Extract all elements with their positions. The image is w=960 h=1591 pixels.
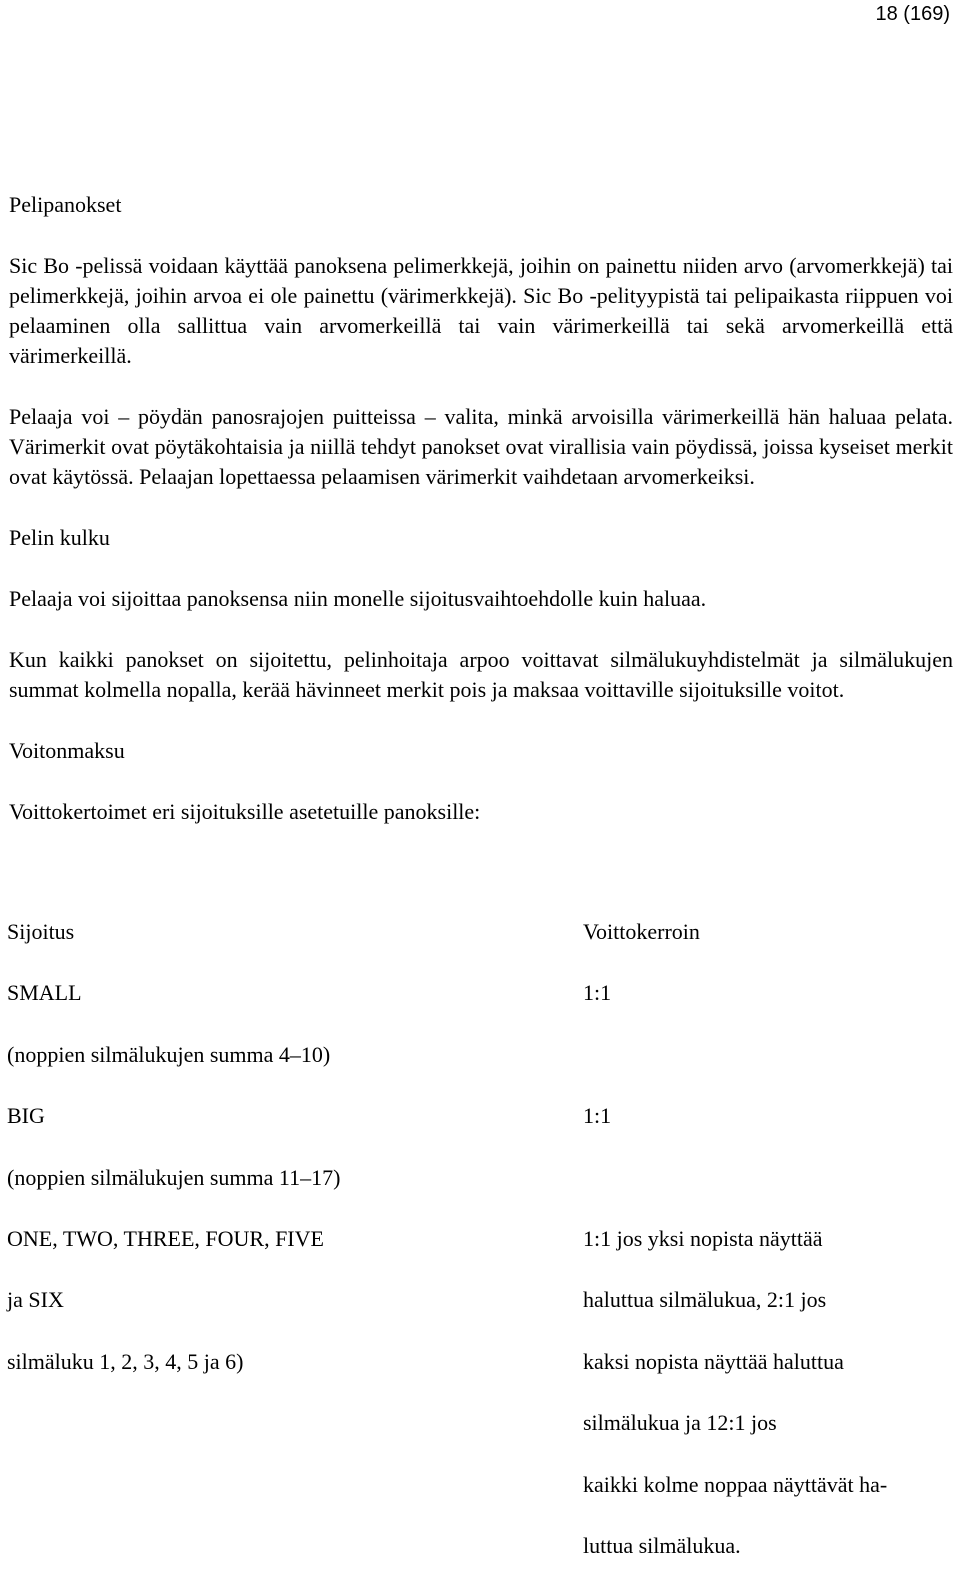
odds-cell: haluttua silmälukua, 2:1 jos [583, 1287, 827, 1313]
header-bet: Sijoitus [7, 919, 75, 944]
table-row [7, 1530, 951, 1591]
table-row [7, 1223, 951, 1284]
table-row [7, 977, 951, 1038]
heading-game-flow: Pelin kulku [9, 525, 110, 550]
bet-cell: BIG [7, 1103, 45, 1129]
page-number: 18 (169) [875, 3, 950, 25]
heading-bets: Pelipanokset [9, 192, 122, 217]
paragraph-dealer-draw: Kun kaikki panokset on sijoitettu, pelinhoitaja arpoo voittavat silmälukuyhdistelmät ja silmälukujen summat kolmella nopalla, kerää hävinneet merkit pois ja maksaa voittaville sijoituksille voitot. [9, 647, 953, 702]
table-row [7, 1284, 951, 1345]
table-row [7, 1100, 951, 1161]
table-row [7, 1346, 951, 1407]
heading-payout: Voitonmaksu [9, 738, 125, 763]
bet-cell [7, 1407, 583, 1468]
payout-table [7, 916, 951, 1591]
odds-cell: 1:1 [583, 980, 612, 1006]
bet-cell: SMALL [7, 980, 82, 1006]
bet-cell [7, 1530, 583, 1591]
odds-cell: kaksi nopista näyttää haluttua [583, 1348, 844, 1374]
paragraph-placing-bets: Pelaaja voi sijoittaa panoksensa niin monelle sijoitusvaihtoehdolle kuin haluaa. [9, 586, 707, 611]
odds-cell [583, 1039, 951, 1100]
table-row [7, 1162, 951, 1223]
odds-cell: 1:1 [583, 1103, 612, 1129]
odds-cell [583, 1162, 951, 1223]
payout-table-header [7, 916, 951, 977]
document-body [9, 190, 953, 858]
paragraph-payout-intro: Voittokertoimet eri sijoituksille asetetuille panoksille: [9, 799, 481, 824]
odds-cell: silmälukua ja 12:1 jos [583, 1410, 777, 1436]
table-row [7, 1039, 951, 1100]
table-row [7, 1407, 951, 1468]
bet-cell: silmäluku 1, 2, 3, 4, 5 ja 6) [7, 1348, 244, 1374]
table-row [7, 1469, 951, 1530]
odds-cell: 1:1 jos yksi nopista näyttää [583, 1225, 823, 1251]
bet-cell: (noppien silmälukujen summa 11–17) [7, 1164, 341, 1190]
header-odds: Voittokerroin [583, 919, 700, 944]
paragraph-color-chips: Pelaaja voi – pöydän panosrajojen puitteissa – valita, minkä arvoisilla värimerkeillä hän haluaa pelata. Värimerkit ovat pöytäkohtaisia ja niillä tehdyt panokset ovat virallisia vain pöydissä, joissa kyseiset merkit ovat käytössä. Pelaajan lopettaessa pelaamisen värimerkit vaihdetaan arvomerkeiksi. [9, 404, 953, 489]
odds-cell: luttua silmälukua. [583, 1532, 741, 1558]
paragraph-chips: Sic Bo -pelissä voidaan käyttää panoksena pelimerkkejä, joihin on painettu niiden arvo (arvomerkkejä) tai pelimerkkejä, joihin arvoa ei ole painettu (värimerkkejä). Sic Bo -pelityypistä tai pelipaikasta riippuen voi pelaaminen olla sallittua vain arvomerkeillä tai vain värimerkeillä tai sekä arvomerkeillä että värimerkeillä. [9, 253, 953, 368]
bet-cell: ja SIX [7, 1287, 64, 1313]
bet-cell [7, 1469, 583, 1530]
bet-cell: ONE, TWO, THREE, FOUR, FIVE [7, 1225, 324, 1251]
bet-cell: (noppien silmälukujen summa 4–10) [7, 1041, 331, 1067]
odds-cell: kaikki kolme noppaa näyttävät ha- [583, 1471, 888, 1497]
